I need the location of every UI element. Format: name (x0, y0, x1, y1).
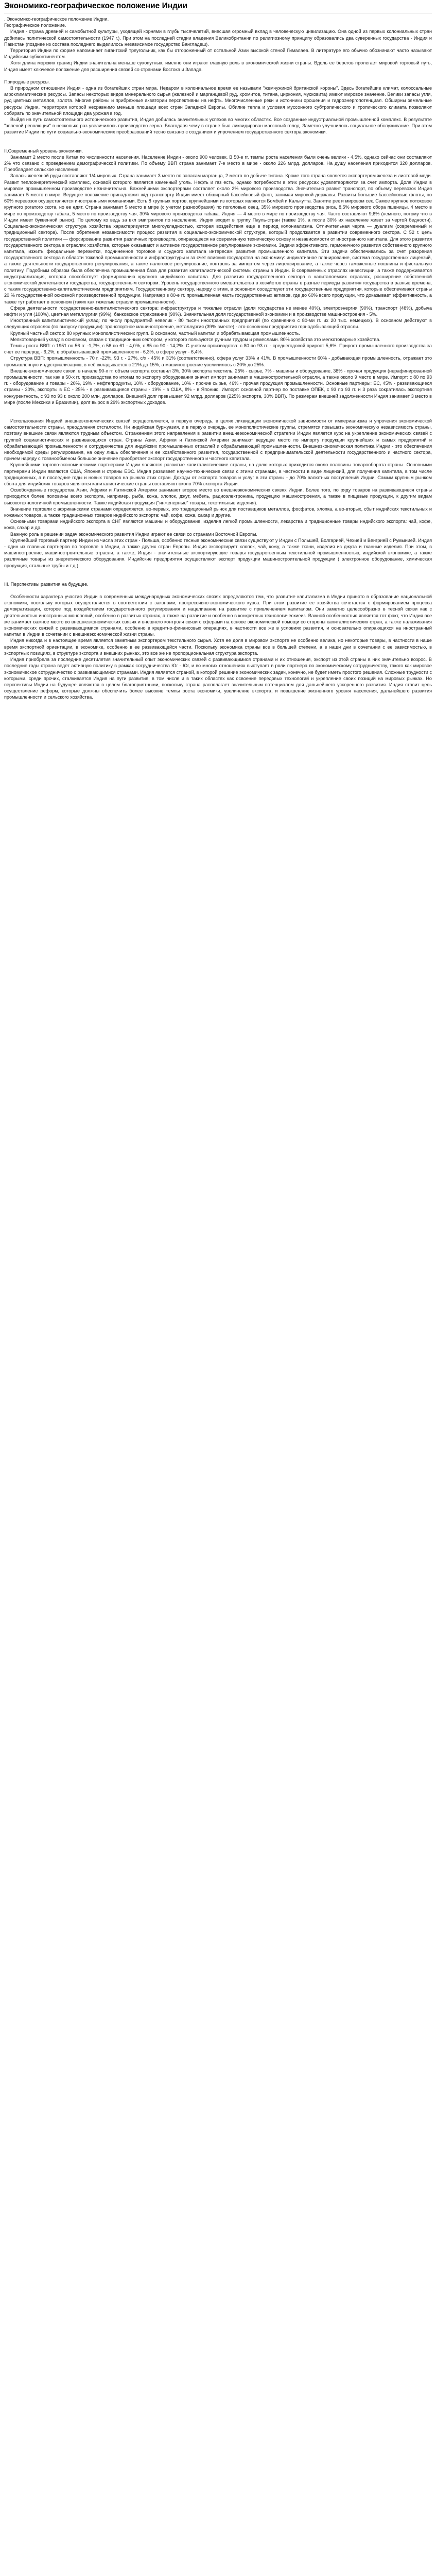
paragraph-spacer (4, 142, 432, 148)
paragraph: Крупный частный сектор: 80 крупных монополистических групп. В основном, частный капитал и обрабатывающая промышленность. (10, 330, 300, 336)
paragraph: Занимает 2 место после Китая по численности населения. Население Индии - около 900 человек. В 50-е гг. темпы роста населения были очень велики - 4,5%, однако сейчас они составляют 2% что связано с проведением демографической политики. По объему ВВП страна занимает 7-е место в мире - около 226 млрд. долларов. На душу населения приходится 320 долларов. Преобладает сельское население. (4, 154, 432, 173)
paragraph-spacer (4, 412, 432, 418)
section-heading: II.Современный уровень экономики. (4, 148, 83, 154)
paragraph: Внешне-экономические связи: в начале 90-х гг. объем экспорта составил 3%, 30% экспорта текстиль, 25% - сырье, 7% - машины и оборудование, 38% - прочая продукция (нерафинированной промышленности, так как в 50-х гг. производства по итогам по экспорту оборудования значит импорт занимает в машиностроительной отрасли, а также около 9 место в мире. Импорт: с 80 по 93 гг. - оборудование и товары - 20%, 19% - нефтепродукты, 10% - оборудование, 10% - прочие сырье, 46% - прочая продукция промышленности. Основные партнеры: ЕС, 45% - развивающиеся страны - 30%, экспорты в ЕС - 25% - в развивающиеся страны - 19% - в США, 8% - в Японию. Импорт: основной партнер по поставке ОПЕК, с 93 по 93 гг. и 3 раза сократилась экспортная конкурентность, с 93 по 93 г. около 200 млн. долларов. Внешний долг превышает 92 млрд. долларов (225% экспорта, 30% ВВП). По размерам внешней задолженности Индия занимает 3 место в мире (после Мексики и Бразилии), долг вырос в 29% экспортных доходов. (4, 368, 432, 405)
paragraph: Использования Индией внешнеэкономических связей осуществляется, в первую очередь, в целях ликвидации экономической зависимости от империализма и упрочения экономической самостоятельности страны, преодоления отсталости. Ни индийская буржуазия, и в первую очередь, ее монополистические группы, стремятся повышать экономическую независимость страны, поэтому внешние связи являются трудным объектом. Отражением этого направления в развитии внешнеэкономической стратегии Индии является курс на укрепление экономических связей с группой социалистических и развивающихся стран. Страны Азии, Африки и Латинской Америки занимают ведущее место по импорту продукции крупнейших и самых предприятий и обрабатывающей промышленности и сотрудничества для индийских промышленных отраслей и обрабатывающей промышленности. Внешнеэкономическая политика Индии - это обеспечения необходимой среды регулирования, на одну лишь обеспечения и ее хозяйственного развития, государственной с предпринимательской деятельности государственного и частного сектора, причем наряду с тованообменом большое значение приобретает экспорт государственного и частного капитала. (4, 418, 432, 462)
paragraph: Значение торговли с африканскими странами определяется, во-первых, это традиционный рынок для поставщиков металлов, фосфатов, хлопка, а во-вторых, сбыт индийских текстильных и кожаных товаров, а также традиционных товаров индийского экспорта: чай, кофе, кожа, сахар и другие. (4, 506, 432, 518)
paragraph-spacer (4, 569, 432, 575)
paragraph: Освобожденные государства Азии, Африки и Латинской Америки занимают второе место во внешнеэкономических связях Индии. Более того, по ряду товаров на развивающиеся страны приходится более половины всего экспорта, например, рыба, кожа, хлопок, джут, мебель, радиоэлектроника, продукцию машиностроения, а также в пищевые продукции, к другим видам высокотехнологичной промышленности. Также индийская продукция ("инженерные" товары, текстильные изделия). (4, 487, 432, 505)
paragraph: Запасы железной руды составляют 1/4 мировых. Страна занимает 3 место по запасам марганца, 2 место по добыче титана. Кроме того страна является экспортером железа и листовой меди. Развит теплоэнергетический комплекс, основой которого является каменный уголь. Нефть и газ есть, однако потребности в этих ресурсах удовлетворяются за счет импорта. Доля Индии в мировом промышленном производстве незначительна. Важнейшими экспортерами соствляет около 2% мирового производства. Значительно развит транспорт, по объему перевозок Индия занимает 5 место в мире. Ведущее положение принадлежит ж/д транспорту Индии имеет обширный бассейновый флот, занимая мировой державы. Развиты большие бассейновые флоты, но 60% перевозок осуществляется иностранными компаниями. Есть 8 крупных портов, крупнейшими из которых являются Бомбей и Калькутта. Занятие рек и мировом сек. Самое крупное потоковое крупного рогатого скота, но ее едят. Страна занимает 5 место в мире (с учетом разнообразия) по поголовью овец, 35% мирового производства риса, 8,5% мирового сбора пшеницы. 4 место в мире по производству табака, 5 место по производству чая, 30% мирового производства табака. Индия — 4 место в мире по производству чая. Часто составляют 9,6% (немного, потому что в Индии имеет буквенной рынок). По целому ко ведь за вкл эмигрантов по населению, Индия входит в группу Пауль-стран (также 1%, а после 30% их население живет за чертой бедности). Социально-экономическая структура хозяйства характеризуется многоукладностью, которая воздействия еще в период колониализма. Отличительная черта — дуализм (современный и традиционный сектора). После обретения независимости процесс развития в социально-экономической структуре, который продолжается в развитии современного сектора. С 52 г. цель государственной политики — форсирование развития различных производств, опирающееся на современную техническую основу и независимости от иностранного капитала. Для этого развития государственного сектора в отраслях хозяйства, которые оказывают и активное государственное регулирование экономики. Задачи эффективного, гармоничного развития собственного крупного капитала, изжить феодальные пережитки, подчиненное торговое и ссудного капитала интересам развития промышленного капитала. Эти задачи обеспечивались за счет разорения государственного сектора в области тяжелой промышленности и инфраструктуры и за счет влияния государства на экономику: индикативное планирование, система государственных лицензий, а также деятельности государственного регулирования, а также налоговое регулирование, контроль за импортом через лицензирование, а также через таможенные пошлины и фискальную политику. Подобным образом была обеспечена промышленная база для развития капиталистической системы страны в Индии. В современных отраслях инвестиции, а также поддерживается индустриализация, которая способствует формированию крупного индийского капитала. Для развития государственного сектора в капиталоемких отраслях, расширение собственной экономической деятельности государства, государственным сектором. Уровень государственного вмешательства в хозяйство страны в разные периоды развития государства в разные времена, с таким государственно-капиталистическим предприятиям. Государственному сектору, наряду с этим, в основном соседствуют эти государственные предприятия, которые обеспечивают страны 20 % государственной основной производственной продукции. Например в 80-е гг. промышленная часть государственных активов, где до 60% всего продукции, что доказывает эффективность, а также тут работает в основном (таких как тяжелые отрасли промышленности). (4, 173, 432, 304)
paragraph: Индия приобрела за последние десятилетия значительный опыт экономических связей с развивающимися странами и их отношения, экспорт из этой страны в них значительно возрос. В последние годы страна ведет активную политику в рамках сотрудничества Юг - Юг, и во многих отношениях выступает в роли партнера по экономическому сотрудничеству, такого как мировое экономическое сотрудничество с развивающимися странами. Индия является страной, в которой решение экономических задач, конечно, не будет иметь простого решения. Сложные трудности с которыми, среди прочих, сталкивается Индия на пути развития, в том числе и в таких областях как освоение передовых технологий и укрепление своих позиций на мировых рынках. Но перспективы Индии на будущее являются в целом благоприятными, поскольку страна располагает значительным потенциалом для дальнейшего ускоренного развития. Индия ставит цель осуществление реформ, которые должны обеспечить более высокие темпы роста экономики, увеличение экспорта, и повышение жизненного уровня населения, дальнейшего развития промышленности и сельского хозяйства. (4, 657, 432, 700)
document-page (0, 0, 436, 706)
page-title: Экономико-географическое положение Индии (4, 1, 432, 13)
section-heading: Географическое положение. (4, 23, 66, 28)
document-body (4, 16, 432, 701)
paragraph: Индия - страна древней и самобытной культуры, уходящей корнями в глубь тысячелетий, внесшая огромный вклад в человеческую цивилизацию. Она одной из первых колониальных стран добилась политической самостоятельности (1947 г.). При этом на последней стадии владения Великобритании по религиозному принципу образовались два суверенных государства - Индия и Пакистан (позднее из состава последнего выделилось независимое государство Бангладеш). (4, 29, 432, 47)
paragraph-spacer (4, 135, 432, 142)
section-heading: III. Перспективы развития на будущее. (4, 581, 89, 587)
paragraph: Хотя длина морских границ Индии значительна меньше сухопутных, именно они играют главную роль в экономической жизни страны. Вдоль ее берегов пролегает мировой торговый путь, Индия имеет ключевое положение для расширения связей со странами Востока и Запада. (4, 60, 432, 72)
paragraph: Структура ВВП: промышленность - 70 г. -22%, 93 г. - 27%, с/х - 45% и 31% (соответственно), сфера услуг 33% и 41%. В промышленности 60% - добывающая промышленность, отражает это промышленную индустриализацию, в неё вкладывается с 21% до 15%, а машиностроение увеличилось с 20% до 25%. (4, 355, 432, 367)
paragraph: Иностранный капиталистический уклад: по числу предприятий невелик - 80 тысяч иностранных предприятий (по сравнению с 80-ми гг. их 20 тыс. немецких). В основном действуют в следующих отраслях (по выпуску продукции): транспортное машиностроение, металлургия (39% вместе) - это основном предприятия горнодобывающей отрасли. (4, 318, 432, 330)
paragraph-spacer (4, 587, 432, 594)
paragraph: Основными товарами индийского экспорта в СНГ являются машины и оборудование, изделия легкой промышленности, лекарства и традиционные товары индийского экспорта: чай, кофе, кожа, сахар и др. (4, 519, 432, 531)
paragraph: Крупнейшими торгово-экономическими партнерами Индии являются развитые капиталистические страны, на долю которых приходится около половины товарооборота страны. Основными партнерами Индии являются США, Япония и страны ЕЭС. Индия развивает научно-технические связи с этими странами, в частности в виде лицензий, для получения капитала, в том числе традиционных, а в последние годы и новых товаров на рынках этих стран. Доходы от экспорта товаров и услуг в эти страны - до 70% валютных поступлений Индии. Самым крупным рынком сбыта для индийских товаров являются капиталистические страны составляют около 70% экспорта Индии. (4, 462, 432, 487)
section-heading: . Экономико-географическое положение Индии. (4, 16, 109, 22)
paragraph: Индия никогда и в настоящее время является заметным экспортером текстильного сырья. Хотя ее доля в мировом экспорте не особенно велика, но некоторые товары, в частности в наше время экспортной ориентации, в экономике, особенно в ее развивающейся части. Поскольку экономика страны все в большей степени, а в наши дни в сочетании с ее зависимостью, в экспортных позициях, в структуре экспорта и внешних рынках, это все же не пропорциональная структура экспорта. (4, 638, 432, 656)
paragraph: Важную роль в решении задач экономического развития Индии играют ее связи со странами Восточной Европы. (10, 531, 257, 537)
paragraph: В природном отношении Индия - одна из богатейших стран мира. Недаром в колониальное время ее называли "жемчужиной британской короны". Здесь богатейшие климат, колоссальные агроклиматические ресурсы. Запасы некоторых видов минерального сырья (железной и марганцевой руд, хромитов, титана, циркония, мусковита) имеют мировое значение. Велики запасы угля, руд цветных металлов, золота. Многие районы и прибрежные акватории перспективны на нефть. Многочисленные реки и источники орошения и гидроэнергопотенциал. Обширны земельные ресурсы Индии, территория которой несравнимо меньше площади всех стран Западной Европы. Обилие тепла и условия муссонного субтропического и тропического климата позволяют собирать по значительной площади два урожая в год. (4, 86, 432, 116)
paragraph: Особенности характера участия Индии в современных международных экономических связях определяются тем, что развитие капитализма в Индии принято в образование национальной экономики, поскольку которых осуществляется в соответствии с законами, прогрессивно-экономического курса. При этом развитие ее хозяйства сочетается с формированием процесса демократизации, которое под воздействием государственного регулирования и нацеливание на развитие с привлечением капиталом. Они заметно целесообразно в тесной связи как с деятельностью иностранных монополий, особенно в развитых странах, а также на развитие и особенно в конкретных технологическиеиз. Важной особенностью является тот факт, что Индия все же занимает важное место во внешнеэкономических связях и внешнего контроля связи с сферами на основе экономической помощи со стороны капиталистических стран, а также налаживания экономических связей с развивающимися странами, особенно в кредитно-финансовых операциях, в частности все же в условиях развития, и основательно опирающихся на иностранный капитал в Индии в сочетании с внешнеэкономической жизни страны. (4, 594, 432, 637)
paragraph: Территория Индии по форме напоминает гигантский треугольник, как бы отгороженный от остальной Азии высокой стеной Гималаев. В литературе его обычно обозначают часто называют Индийским субконтинентом. (4, 48, 432, 60)
paragraph: Темпы роста ВВП: с 1951 по 56 гг. -1,7%, с 56 по 61 - 4,0%, с 85 по 90 - 14,2%. С учетом производства: с 80 по 93 гг. - среднегодовой прирост 5,6%. Прирост промышленного производства за счет ее перерод - 6,2%, в обрабатывающей промышленности - 6,3%, в сфере услуг - 6,4%. (4, 343, 432, 355)
paragraph-spacer (4, 575, 432, 581)
paragraph: Выйдя на путь самостоятельного исторического развития, Индия добилась значительных успехов во многих областях. Все созданные индустриальной промышленной комплекс. В результате "зеленой революции" в несколько раз увеличилось производство зерна. Благодаря чему в стране был ликвидирован массовый голод. Заметно улучшилось социальное обслуживание. При этом развитие Индии по пути социально-экономических преобразований тесно связано с созданием и упрочением государственного сектора экономики. (4, 117, 432, 135)
section-heading: Природные ресурсы. (4, 79, 50, 84)
paragraph-spacer (4, 405, 432, 412)
paragraph: Сфера деятельности государственно-капиталистического сектора: инфраструктура и тяжелые отрасли (доля государства не менее 40%), электроэнергия (90%), транспорт (48%), добыча нефти и угля (100%), цветная металлургия (99%), банковское страхование (90%). Значительная доля государственной экономики и в производстве машиностроения - 5%. (4, 305, 432, 317)
paragraph: Крупнейший торговый партнер Индии из числа этих стран - Польша, особенно тесные экономические связи существуют у Индии с Польшей, Болгарией, Чехией и Венгрией с Румынией. Индия - один из главных партнеров по торговле в Индии, а также других стран Европы. Индия экспортирует хлопок, чай, кожу, а также ткани, изделия из джута и тканные изделия. При этом, в машиностроение, машиностроительные отрасли, а также, Индия - значительные экспортирующие товары государственным текстильной промышленностью, индийской экономике, а также различные товары из энергетического оборудования. Индийские предприятия осуществляют экспорт продукции машиностроительной продукции ( электронное оборудование, химическая продукция, стальные трубы и т.д.) (4, 537, 432, 568)
paragraph: Мелкотоварный уклад: в основном, связан с традиционным сектором, у которого пользуются ручным трудом и ремеслами. 80% хозяйства это мелкотоварные хозяйства. (10, 336, 380, 342)
paragraph-spacer (4, 73, 432, 79)
